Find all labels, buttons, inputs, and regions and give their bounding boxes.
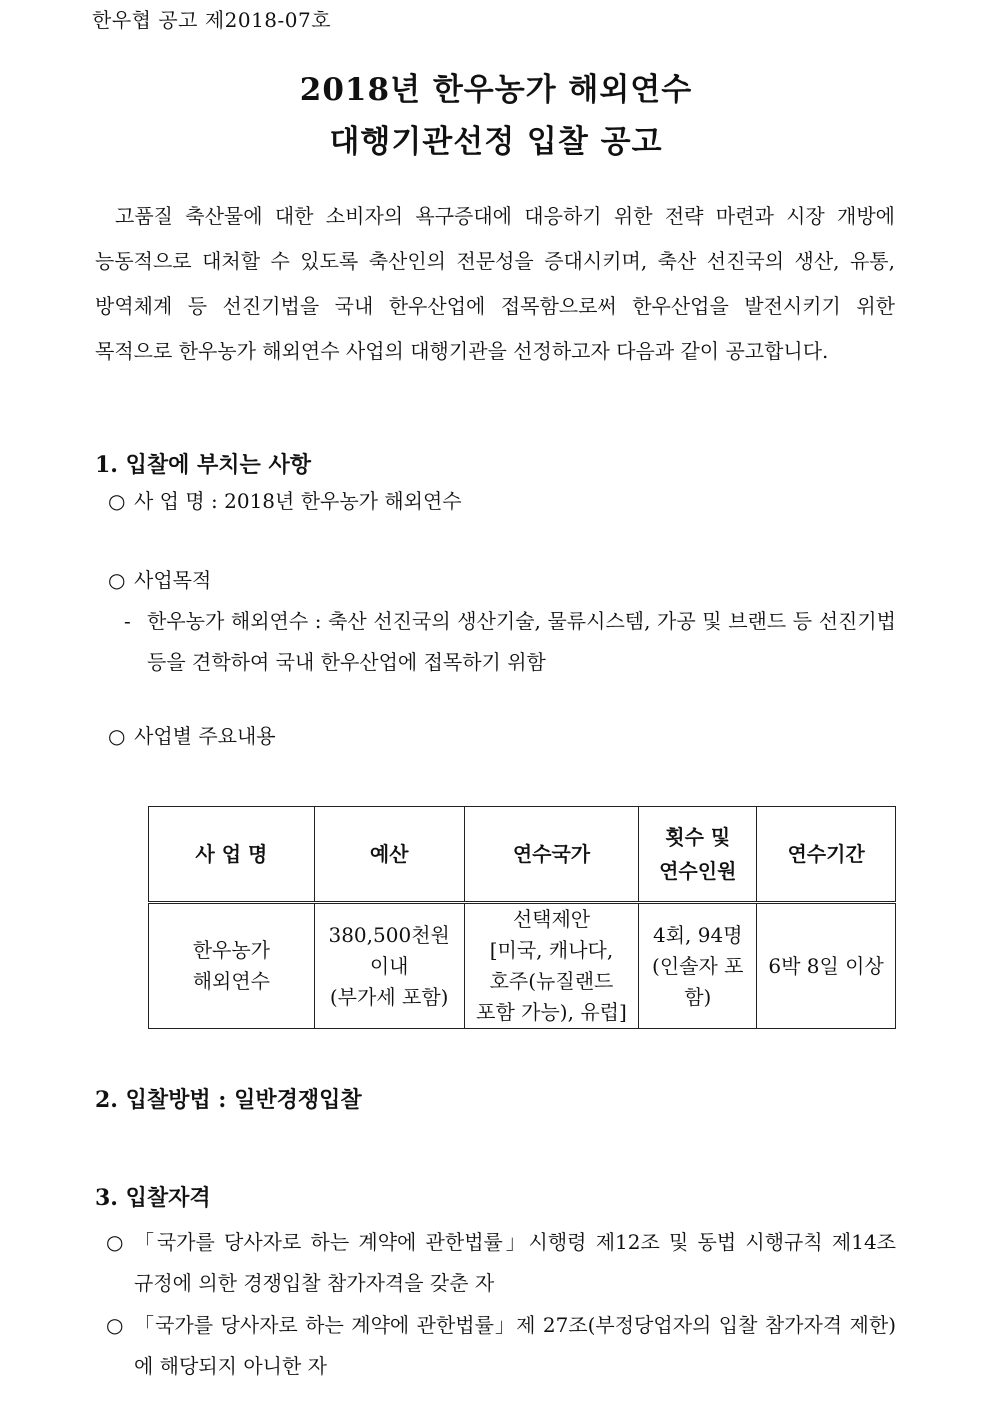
project-purpose-item bbox=[108, 564, 211, 593]
table-header-cell: 연수기간 bbox=[757, 807, 896, 903]
section-3-heading: 3. 입찰자격 bbox=[95, 1185, 211, 1211]
table-cell: 380,500천원 이내 (부가세 포함) bbox=[314, 903, 464, 1029]
table-cell: 한우농가 해외연수 bbox=[149, 903, 315, 1029]
circle-bullet-icon: ○ bbox=[106, 1230, 124, 1254]
table-header-cell: 예산 bbox=[314, 807, 464, 903]
project-contents-item bbox=[108, 720, 276, 749]
dash-bullet: - bbox=[124, 609, 131, 633]
title-line-1: 2018년 한우농가 해외연수 bbox=[299, 72, 693, 108]
project-purpose-label: 사업목적 bbox=[134, 568, 212, 592]
qualification-item bbox=[106, 1305, 896, 1387]
project-contents-label: 사업별 주요내용 bbox=[134, 724, 276, 748]
section-2-heading: 2. 입찰방법 : 일반경쟁입찰 bbox=[95, 1087, 362, 1113]
table-row bbox=[149, 903, 896, 1029]
project-name-text: 사 업 명 : 2018년 한우농가 해외연수 bbox=[134, 489, 462, 513]
project-purpose-detail bbox=[124, 601, 896, 683]
project-table bbox=[148, 806, 896, 1029]
table-cell: 6박 8일 이상 bbox=[757, 903, 896, 1029]
project-purpose-text: 한우농가 해외연수 : 축산 선진국의 생산기술, 물류시스템, 가공 및 브랜드 등 선진기법 등을 견학하여 국내 한우산업에 접목하기 위함 bbox=[147, 609, 896, 674]
circle-bullet-icon: ○ bbox=[106, 1313, 124, 1337]
document-number: 한우협 공고 제2018-07호 bbox=[92, 8, 332, 32]
qualification-item bbox=[106, 1222, 896, 1304]
table-cell: 선택제안 [미국, 캐나다, 호주(뉴질랜드 포함 가능), 유럽] bbox=[464, 903, 639, 1029]
table-header-cell: 연수국가 bbox=[464, 807, 639, 903]
table-header-row bbox=[149, 807, 896, 903]
table-header-cell: 사 업 명 bbox=[149, 807, 315, 903]
table-cell: 4회, 94명 (인솔자 포함) bbox=[639, 903, 757, 1029]
intro-paragraph: 고품질 축산물에 대한 소비자의 욕구증대에 대응하기 위한 전략 마련과 시장 개방에 능동적으로 대처할 수 있도록 축산인의 전문성을 증대시키며, 축산 선진국의 생산, 유통, 방역체계 등 선진기법을 국내 한우산업에 접목함으로써 한우산업을 발전시키기 위한 목적으로 한우농가 해외연수 사업의 대행기관을 선정하고자 다음과 같이 공고합니다. bbox=[95, 204, 895, 363]
circle-bullet-icon: ○ bbox=[108, 568, 126, 592]
title-line-2: 대행기관선정 입찰 공고 bbox=[329, 124, 663, 160]
section-1-heading: 1. 입찰에 부치는 사항 bbox=[95, 452, 311, 478]
qualification-text: 「국가를 당사자로 하는 계약에 관한법률」시행령 제12조 및 동법 시행규칙 제14조 규정에 의한 경쟁입찰 참가자격을 갖춘 자 bbox=[134, 1230, 896, 1295]
circle-bullet-icon: ○ bbox=[108, 724, 126, 748]
project-name-item bbox=[108, 485, 462, 514]
table-header-cell: 횟수 및 연수인원 bbox=[639, 807, 757, 903]
circle-bullet-icon: ○ bbox=[108, 489, 126, 513]
qualification-text: 「국가를 당사자로 하는 계약에 관한법률」제 27조(부정당업자의 입찰 참가자격 제한)에 해당되지 아니한 자 bbox=[134, 1313, 896, 1378]
